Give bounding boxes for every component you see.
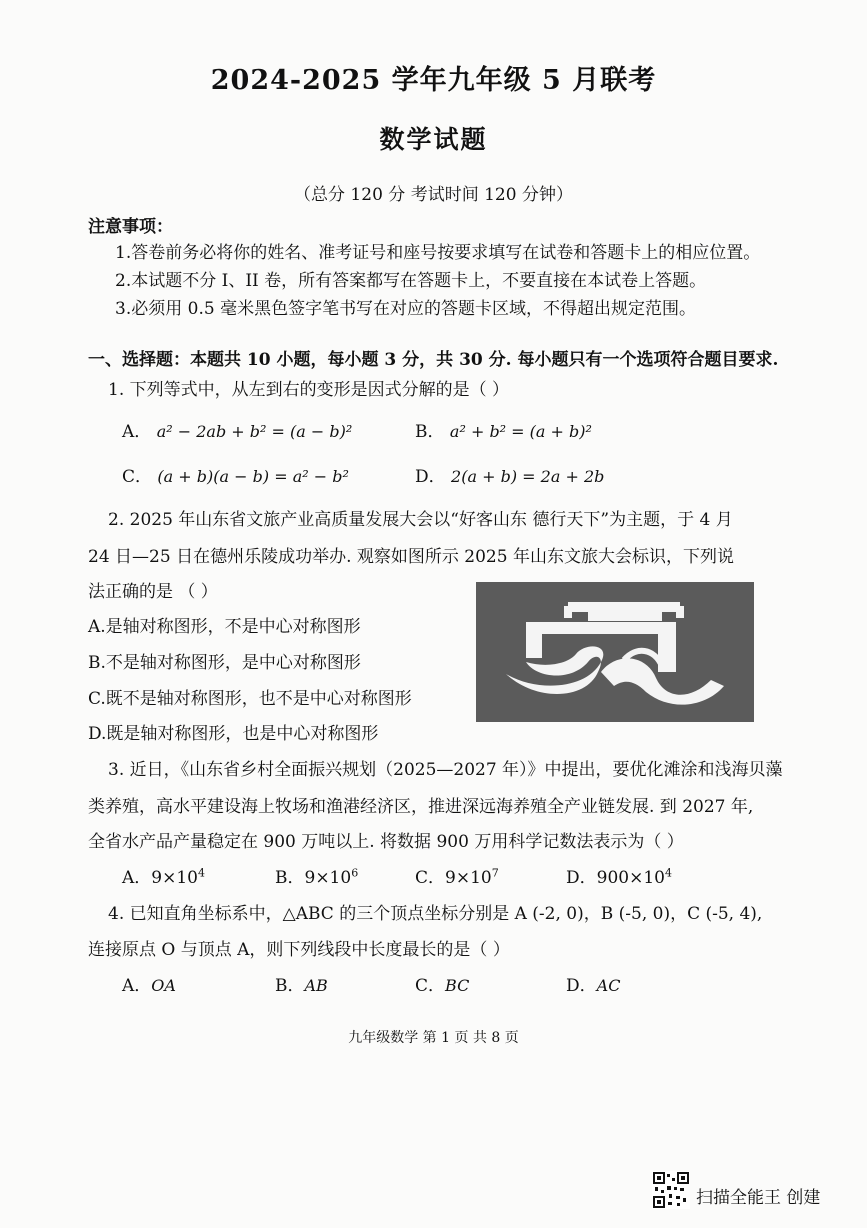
option-value: AC <box>596 976 621 995</box>
option-label: B． <box>415 422 445 442</box>
q2-stem-line: 24 日—25 日在德州乐陵成功举办. 观察如图所示 2025 年山东文旅大会标识，下列说 <box>88 547 734 567</box>
option-label: A． <box>122 422 152 442</box>
q4-stem-line: 4. 已知直角坐标系中，△ABC 的三个顶点坐标分别是 A (-2, 0)，B (-5, 0)，C (-5, 4), <box>108 904 763 924</box>
scanner-watermark: 扫描全能王 创建 <box>696 1188 821 1208</box>
q3-option-c <box>415 863 499 888</box>
option-expr: 2(a + b) = 2a + 2b <box>451 467 605 486</box>
option-value: BC <box>445 976 470 995</box>
option-label: B． <box>275 976 305 996</box>
q4-stem-line: 连接原点 O 与顶点 A，则下列线段中长度最长的是（ ） <box>88 940 510 960</box>
q3-stem-line: 全省水产品产量稳定在 900 万吨以上. 将数据 900 万用科学记数法表示为（ ） <box>88 832 684 852</box>
option-value: AB <box>304 976 328 995</box>
option-label: A． <box>122 976 152 996</box>
exam-title: 2024-2025 学年九年级 5 月联考 <box>210 65 657 96</box>
option-label: C． <box>415 976 446 996</box>
option-exponent: 4 <box>664 866 672 880</box>
page-footer: 九年级数学 第 1 页 共 8 页 <box>348 1030 519 1046</box>
option-base: 9×10 <box>445 868 492 888</box>
q2-stem-line: 2. 2025 年山东省文旅产业高质量发展大会以“好客山东 德行天下”为主题，于 4 月 <box>108 510 733 530</box>
notes-heading: 注意事项： <box>88 217 173 237</box>
q1-option-d <box>415 462 604 487</box>
option-expr: (a + b)(a − b) = a² − b² <box>157 467 349 486</box>
q4-option-c <box>415 971 469 996</box>
q3-option-d <box>566 863 672 888</box>
score-info: （总分 120 分 考试时间 120 分钟） <box>294 185 573 205</box>
q1-stem: 1. 下列等式中，从左到右的变形是因式分解的是（ ） <box>108 380 510 400</box>
option-label: A． <box>122 868 152 888</box>
option-exponent: 4 <box>197 866 205 880</box>
option-value: OA <box>151 976 176 995</box>
note-item: 1.答卷前务必将你的姓名、准考证号和座号按要求填写在试卷和答题卡上的相应位置。 <box>115 243 761 263</box>
option-label: C． <box>415 868 446 888</box>
option-label: D． <box>566 976 597 996</box>
option-base: 900×10 <box>596 868 665 888</box>
q3-stem-line: 3. 近日，《山东省乡村全面振兴规划（2025—2027 年）》中提出，要优化滩涂和浅海贝藻 <box>108 760 783 780</box>
conference-logo-figure <box>476 582 754 722</box>
note-item: 3.必须用 0.5 毫米黑色签字笔书写在对应的答题卡区域，不得超出规定范围。 <box>115 299 697 319</box>
q3-option-a <box>122 863 205 888</box>
exam-subtitle: 数学试题 <box>379 125 488 154</box>
option-base: 9×10 <box>304 868 352 888</box>
q2-option-d: D.既是轴对称图形，也是中心对称图形 <box>88 724 379 744</box>
option-label: B． <box>275 868 305 888</box>
option-expr: a² − 2ab + b² = (a − b)² <box>156 422 353 441</box>
conference-logo-icon <box>476 582 754 722</box>
option-label: D． <box>566 868 597 888</box>
q1-option-a <box>122 417 352 442</box>
q1-option-c <box>122 462 349 487</box>
q2-option-b: B.不是轴对称图形，是中心对称图形 <box>88 653 361 673</box>
option-exponent: 6 <box>351 866 359 880</box>
qr-code-icon <box>652 1171 690 1209</box>
option-expr: a² + b² = (a + b)² <box>449 422 592 441</box>
option-base: 9×10 <box>151 868 198 888</box>
q2-option-c: C.既不是轴对称图形，也不是中心对称图形 <box>88 689 412 709</box>
q2-stem-line: 法正确的是 （ ） <box>88 582 218 602</box>
q4-option-d <box>566 971 620 996</box>
option-label: D． <box>415 467 446 487</box>
q3-stem-line: 类养殖，高水平建设海上牧场和渔港经济区，推进深远海养殖全产业链发展. 到 2027 年, <box>88 797 754 817</box>
q1-option-b <box>415 417 592 442</box>
q4-option-b <box>275 971 328 996</box>
note-item: 2.本试题不分 I、II 卷，所有答案都写在答题卡上，不要直接在本试卷上答题。 <box>115 271 707 291</box>
q2-option-a: A.是轴对称图形，不是中心对称图形 <box>88 617 361 637</box>
section-heading: 一、选择题：本题共 10 小题，每小题 3 分，共 30 分. 每小题只有一个选项符合题目要求. <box>88 350 779 370</box>
option-exponent: 7 <box>491 866 499 880</box>
q4-option-a <box>122 971 176 996</box>
q3-option-b <box>275 863 358 888</box>
option-label: C． <box>122 467 153 487</box>
